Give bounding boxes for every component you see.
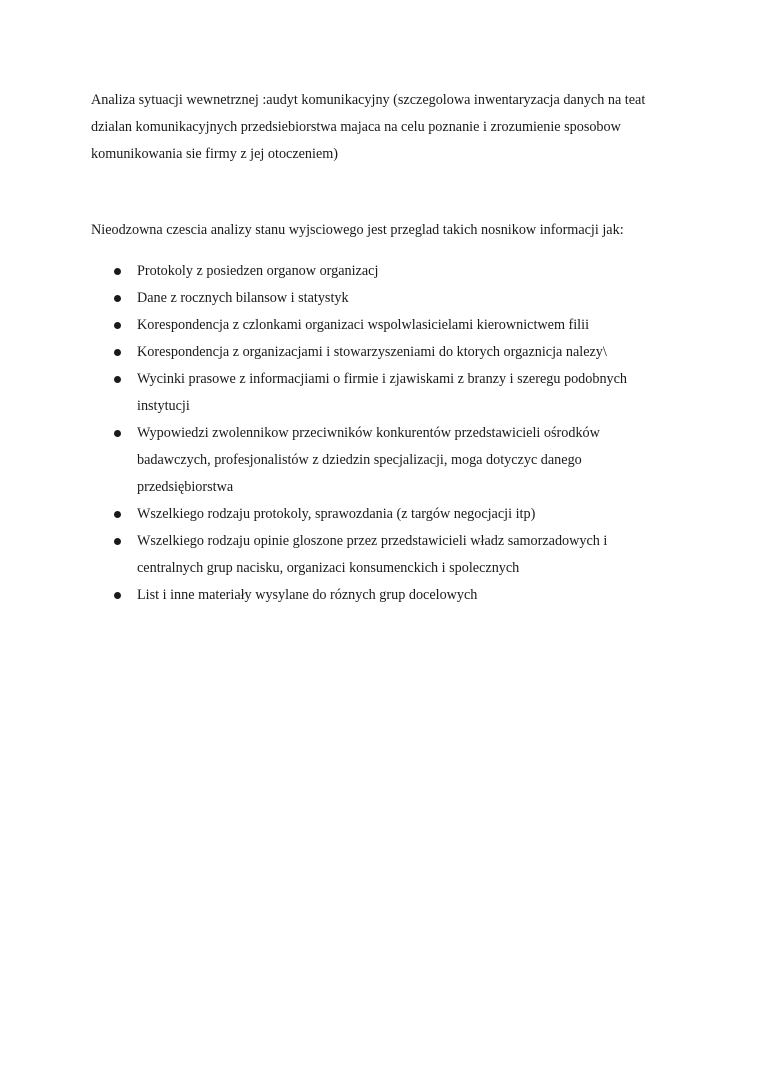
intro-paragraph: Analiza sytuacji wewnetrznej :audyt komunikacyjny (szczegolowa inwentaryzacja danych na teat dzialan komunikacyjnych przedsiebiorstwa majaca na celu poznanie i zrozumienie sposobow komunikowania sie firmy z jej otoczeniem) (91, 92, 646, 162)
list-item-text: Protokoly z posiedzen organow organizacj (137, 263, 379, 279)
list-item-text: Wycinki prasowe z informacjiami o firmie i zjawiskami z branzy i szeregu podobnych instytucji (137, 371, 628, 414)
bullet-icon (114, 376, 121, 383)
bullet-icon (114, 295, 121, 302)
list-item (91, 528, 676, 582)
list-item (91, 420, 676, 501)
list-item-text: Wypowiedzi zwolennikow przeciwników konkurentów przedstawicieli ośrodków badawczych, profesjonalistów z dziedzin specjalizacji, moga dotyczyc danego przedsiębiorstwa (137, 425, 600, 495)
bullet-icon (114, 322, 121, 329)
list-item-text: Wszelkiego rodzaju opinie gloszone przez przedstawicieli władz samorzadowych i centralnych grup nacisku, organizaci konsumenckich i spolecznych (137, 533, 608, 576)
list-item (91, 285, 676, 312)
list-item-text: Korespondencja z organizacjami i stowarzyszeniami do ktorych orgaznicja nalezy\ (137, 344, 607, 360)
list-item-text: List i inne materiały wysylane do róznych grup docelowych (137, 587, 478, 603)
list-item-text: Korespondencja z czlonkami organizaci wspolwlasicielami kierownictwem filii (137, 317, 590, 333)
list-item (91, 366, 676, 420)
bullet-icon (114, 349, 121, 356)
list-item-text: Dane z rocznych bilansow i statystyk (137, 290, 349, 306)
bullet-icon (114, 268, 121, 275)
bullet-icon (114, 430, 121, 437)
list-item (91, 501, 676, 528)
list-item (91, 312, 676, 339)
bullet-icon (114, 538, 121, 545)
bullet-list (91, 258, 676, 609)
list-item (91, 582, 676, 609)
bullet-icon (114, 592, 121, 599)
lead-paragraph: Nieodzowna czescia analizy stanu wyjsciowego jest przeglad takich nosnikow informacji jak: (91, 222, 624, 238)
list-item (91, 339, 676, 366)
list-item (91, 258, 676, 285)
list-item-text: Wszelkiego rodzaju protokoly, sprawozdania (z targów negocjacji itp) (137, 506, 536, 522)
bullet-icon (114, 511, 121, 518)
